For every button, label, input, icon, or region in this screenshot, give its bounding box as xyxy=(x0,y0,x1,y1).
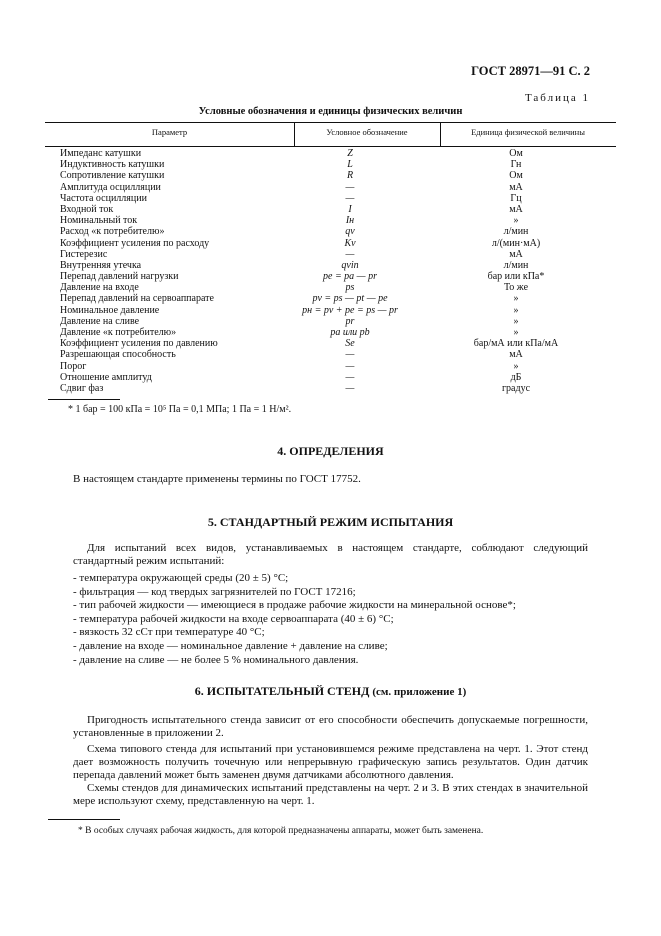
row-unit: л/(мин·мА) xyxy=(491,237,541,249)
table-row xyxy=(60,249,590,260)
row-symbol: — xyxy=(345,181,355,193)
row-parameter: Сдвиг фаз xyxy=(60,382,104,394)
section-6-heading xyxy=(0,684,661,699)
list-item: - вязкость 32 сСт при температуре 40 °С; xyxy=(73,626,265,639)
row-unit: » xyxy=(513,293,519,305)
table-row xyxy=(60,159,590,170)
table-label: Таблица 1 xyxy=(524,92,590,104)
table-body xyxy=(60,148,590,394)
row-symbol: pн = pv + pe = ps — pr xyxy=(302,304,398,316)
row-symbol: — xyxy=(345,349,355,361)
section-4-heading: 4. ОПРЕДЕЛЕНИЯ xyxy=(277,444,384,458)
section-4-text: В настоящем стандарте применены термины по ГОСТ 17752. xyxy=(73,473,361,485)
table-row xyxy=(60,361,590,372)
row-unit: бар или кПа* xyxy=(487,271,545,283)
section-6-note: (см. приложение 1) xyxy=(372,686,467,698)
table-footnote: * 1 бар = 100 кПа = 10⁵ Па = 0,1 МПа; 1 Па = 1 Н/м². xyxy=(68,404,292,415)
row-parameter: Давление на сливе xyxy=(60,315,140,327)
row-parameter: Расход «к потребителю» xyxy=(60,226,165,238)
row-unit: Гц xyxy=(510,192,522,204)
row-symbol: ps xyxy=(345,282,355,294)
section-6-paragraph-3: Схемы стендов для динамических испытаний представлены на черт. 2 и 3. В этих стендах в значительной мере используют схему, представленную на черт. 1. xyxy=(73,782,588,807)
row-parameter: Коэффициент усиления по расходу xyxy=(60,237,210,249)
table-row xyxy=(60,170,590,181)
row-parameter: Перепад давлений на сервоаппарате xyxy=(60,293,214,305)
row-parameter: Давление «к потребителю» xyxy=(60,327,177,338)
row-unit: мА xyxy=(509,203,523,215)
row-unit: л/мин xyxy=(503,259,529,271)
row-parameter: Внутренняя утечка xyxy=(60,259,142,271)
row-parameter: Амплитуда осцилляции xyxy=(60,181,161,193)
row-unit: » xyxy=(513,215,519,227)
table-top-rule xyxy=(45,122,616,123)
column-header-symbol: Условное обозначение xyxy=(326,127,408,137)
row-symbol: Se xyxy=(345,338,355,350)
row-parameter: Отношение амплитуд xyxy=(60,371,152,383)
table-row xyxy=(60,316,590,327)
row-unit: градус xyxy=(501,382,531,394)
table-row xyxy=(60,226,590,237)
row-symbol: — xyxy=(345,360,355,372)
row-unit: » xyxy=(513,315,519,327)
row-symbol: qvin xyxy=(341,259,359,271)
table-row xyxy=(60,148,590,159)
row-symbol: pe = pa — pr xyxy=(323,271,377,283)
table-title: Условные обозначения и единицы физических величин xyxy=(198,106,463,117)
footnote-separator xyxy=(48,399,120,400)
row-symbol: Iн xyxy=(345,215,355,227)
row-parameter: Порог xyxy=(60,360,87,372)
list-item: - температура рабочей жидкости на входе сервоаппарата (40 ± 6) °С; xyxy=(73,612,394,625)
row-unit: » xyxy=(513,304,519,316)
table-header-rule xyxy=(45,146,616,147)
row-unit: л/мин xyxy=(503,226,529,238)
list-item: - давление на входе — номинальное давление + давление на сливе; xyxy=(73,640,388,652)
list-item: - давление на сливе — не более 5 % номинального давления. xyxy=(73,653,359,666)
table-row xyxy=(60,293,590,304)
table-row xyxy=(60,338,590,349)
table-row xyxy=(60,372,590,383)
row-symbol: — xyxy=(345,371,355,383)
list-item: - фильтрация — код твердых загрязнителей по ГОСТ 17216; xyxy=(73,585,356,598)
table-row xyxy=(60,282,590,293)
table-row xyxy=(60,271,590,282)
row-symbol: pv = ps — pt — pe xyxy=(312,293,388,305)
row-unit: мА xyxy=(509,248,523,260)
row-symbol: L xyxy=(347,159,353,171)
row-unit: » xyxy=(513,327,519,338)
table-row xyxy=(60,238,590,249)
row-parameter: Импеданс катушки xyxy=(60,148,142,159)
row-unit: дБ xyxy=(510,371,522,383)
page-footnote: * В особых случаях рабочая жидкость, для которой предназначены аппараты, может быть заменена. xyxy=(78,826,484,836)
table-row xyxy=(60,260,590,271)
row-symbol: — xyxy=(345,382,355,394)
row-unit: Ом xyxy=(509,170,523,182)
page-header: ГОСТ 28971—91 С. 2 xyxy=(471,64,590,78)
row-parameter: Перепад давлений нагрузки xyxy=(60,271,179,283)
row-unit: » xyxy=(513,360,519,372)
row-parameter: Номинальный ток xyxy=(60,215,138,227)
row-parameter: Давление на входе xyxy=(60,282,139,294)
row-unit: мА xyxy=(509,349,523,361)
section-6-paragraph-1: Пригодность испытательного стенда зависит от его способности обеспечить допускаемые погрешности, установленные в приложении 2. xyxy=(73,714,588,739)
row-parameter: Входной ток xyxy=(60,203,114,215)
row-parameter: Коэффициент усиления по давлению xyxy=(60,338,218,350)
section-5-intro: Для испытаний всех видов, устанавливаемых в настоящем стандарте, соблюдают следующий стандартный режим испытаний: xyxy=(73,542,588,567)
row-parameter: Номинальное давление xyxy=(60,304,160,316)
row-parameter: Гистерезис xyxy=(60,248,108,260)
row-symbol: pa или pb xyxy=(330,327,370,338)
row-unit: мА xyxy=(509,181,523,193)
section-6-paragraph-2: Схема типового стенда для испытаний при установившемся режиме представлена на черт. 1. Этот стенд дает возможность получить точечную или непрерывную графическую запись результатов. Один датчик перепада давлений может быть заменен двумя датчиками абсолютного давления. xyxy=(73,743,588,781)
row-symbol: qv xyxy=(345,226,355,238)
row-parameter: Частота осцилляции xyxy=(60,192,147,204)
table-row xyxy=(60,349,590,360)
row-unit: бар/мА или кПа/мА xyxy=(473,338,559,350)
row-symbol: — xyxy=(345,248,355,260)
table-row xyxy=(60,305,590,316)
row-parameter: Разрешающая способность xyxy=(60,349,176,361)
row-symbol: R xyxy=(346,170,354,182)
row-unit: То же xyxy=(503,282,529,294)
section-5-heading: 5. СТАНДАРТНЫЙ РЕЖИМ ИСПЫТАНИЯ xyxy=(207,515,454,529)
row-symbol: Kv xyxy=(344,237,356,249)
row-parameter: Сопротивление катушки xyxy=(60,170,165,182)
table-row xyxy=(60,327,590,338)
row-unit: Ом xyxy=(509,148,523,159)
row-unit: Гн xyxy=(510,159,522,171)
table-row xyxy=(60,215,590,226)
row-symbol: pr xyxy=(345,315,355,327)
table-row xyxy=(60,182,590,193)
row-symbol: Z xyxy=(347,148,353,159)
footnote-separator xyxy=(48,819,120,820)
column-header-unit: Единица физической величины xyxy=(471,127,585,137)
table-row xyxy=(60,383,590,394)
table-row xyxy=(60,193,590,204)
section-6-title: 6. ИСПЫТАТЕЛЬНЫЙ СТЕНД xyxy=(194,684,370,698)
list-item: - тип рабочей жидкости — имеющиеся в продаже рабочие жидкости на минеральной основе*; xyxy=(73,599,516,612)
column-header-parameter: Параметр xyxy=(151,127,188,137)
row-symbol: I xyxy=(348,203,352,215)
table-row xyxy=(60,204,590,215)
row-parameter: Индуктивность катушки xyxy=(60,159,165,171)
list-item: - температура окружающей среды (20 ± 5) °С; xyxy=(73,572,289,584)
row-symbol: — xyxy=(345,192,355,204)
